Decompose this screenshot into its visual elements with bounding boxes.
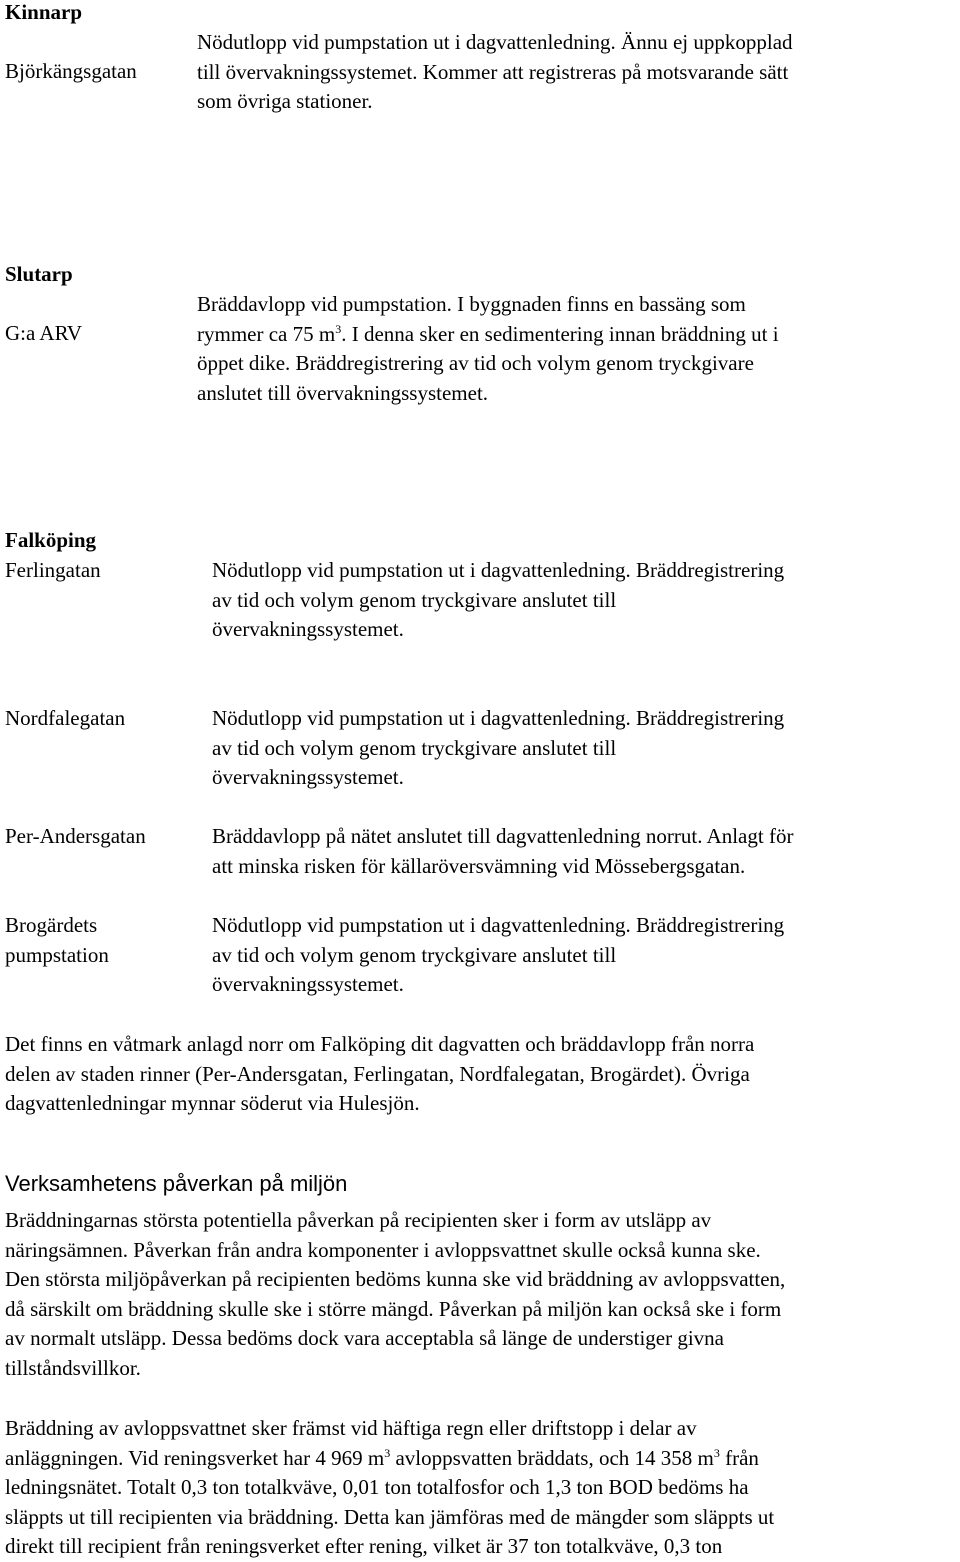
ferlingatan-description — [212, 556, 784, 645]
text-line: Brogärdets — [5, 913, 98, 937]
text-line: Det finns en våtmark anlagd norr om Falköping dit dagvatten och bräddavlopp från norra — [5, 1032, 755, 1056]
text-line: öppet dike. Bräddregistrering av tid och volym genom tryckgivare — [197, 351, 754, 375]
station-ferlingatan: Ferlingatan — [5, 558, 101, 582]
text-line: rymmer ca 75 $m^3$. I denna sker en sedimentering innan bräddning ut i — [197, 321, 779, 346]
text-line: Den största miljöpåverkan på recipienten bedöms kunna ske vid bräddning av avloppsvatten, — [5, 1267, 786, 1291]
text-line: som övriga stationer. — [197, 89, 373, 113]
text-line: Bräddavlopp på nätet anslutet till dagvattenledning norrut. Anlagt för — [212, 824, 794, 848]
brogardets-description — [212, 911, 784, 1000]
kinnarp-description — [197, 28, 793, 117]
text-line: släppts ut till recipienten via bräddning. Detta kan jämföras med de mängder som släppts ut — [5, 1504, 775, 1529]
text-line: av tid och volym genom tryckgivare anslutet till — [212, 735, 617, 760]
text-line: Nödutlopp vid pumpstation ut i dagvattenledning. Bräddregistrering — [212, 913, 785, 937]
place-kinnarp: Kinnarp — [5, 0, 83, 24]
text-line: dagvattenledningar mynnar söderut via Hulesjön. — [5, 1091, 420, 1115]
text-line: Nödutlopp vid pumpstation ut i dagvattenledning. Bräddregistrering — [212, 706, 785, 730]
text-line: Nödutlopp vid pumpstation ut i dagvattenledning. Bräddregistrering — [212, 558, 785, 582]
text-line: Nödutlopp vid pumpstation ut i dagvattenledning. Ännu ej uppkopplad — [197, 30, 793, 54]
station-nordfalegatan: Nordfalegatan — [5, 706, 126, 730]
station-ga-arv: G:a ARV — [5, 321, 83, 345]
nordfalegatan-description — [212, 704, 784, 793]
text-line: näringsämnen. Påverkan från andra komponenter i avloppsvattnet skulle också kunna ske. — [5, 1237, 761, 1262]
text-line: anläggningen. Vid reningsverket har 4 969 $m^3$ avloppsvatten bräddats, och 14 358 $m^3$ från — [5, 1445, 759, 1470]
text-line: övervakningssystemet. — [212, 617, 404, 641]
station-bjorkangsgatan: Björkängsgatan — [5, 59, 137, 83]
text-line: av tid och volym genom tryckgivare anslutet till — [212, 942, 617, 967]
text-line: till övervakningssystemet. Kommer att registreras på motsvarande sätt — [197, 59, 789, 84]
station-brogardets-pumpstation — [5, 911, 109, 970]
impact-paragraph — [5, 1206, 785, 1383]
text-line: Bräddningarnas största potentiella påverkan på recipienten sker i form av utsläpp av — [5, 1208, 712, 1232]
text-line: då särskilt om bräddning skulle ske i större mängd. Påverkan på miljön kan också ske i form — [5, 1296, 782, 1321]
text-line: anslutet till övervakningssystemet. — [197, 380, 489, 405]
text-line: Bräddavlopp vid pumpstation. I byggnaden finns en bassäng som — [197, 292, 746, 316]
text-line: av tid och volym genom tryckgivare anslutet till — [212, 587, 617, 612]
text-line: delen av staden rinner (Per-Andersgatan, Ferlingatan, Nordfalegatan, Brogärdet). Övriga — [5, 1061, 750, 1086]
wetland-paragraph — [5, 1030, 754, 1119]
text-line: av normalt utsläpp. Dessa bedöms dock vara acceptabla så länge de understiger givna — [5, 1326, 724, 1350]
place-slutarp: Slutarp — [5, 262, 73, 286]
overflow-paragraph — [5, 1414, 774, 1562]
text-line: övervakningssystemet. — [212, 972, 404, 996]
text-line: pumpstation — [5, 942, 109, 967]
text-line: direkt till recipient från reningsverket efter rening, vilket är 37 ton totalkväve, 0,3 ton — [5, 1534, 723, 1558]
per-andersgatan-description — [212, 822, 793, 881]
section-heading: Verksamhetens påverkan på miljön — [5, 1171, 348, 1196]
text-line: övervakningssystemet. — [212, 765, 404, 789]
text-line: att minska risken för källaröversvämning vid Mössebergsgatan. — [212, 853, 746, 878]
text-line: Bräddning av avloppsvattnet sker främst vid häftiga regn eller driftstopp i delar av — [5, 1416, 697, 1440]
slutarp-description — [197, 290, 779, 408]
text-line: ledningsnätet. Totalt 0,3 ton totalkväve, 0,01 ton totalfosfor och 1,3 ton BOD bedöms ha — [5, 1475, 749, 1499]
place-falkoping: Falköping — [5, 528, 97, 552]
text-line: tillståndsvillkor. — [5, 1355, 141, 1380]
station-per-andersgatan: Per-Andersgatan — [5, 824, 146, 848]
